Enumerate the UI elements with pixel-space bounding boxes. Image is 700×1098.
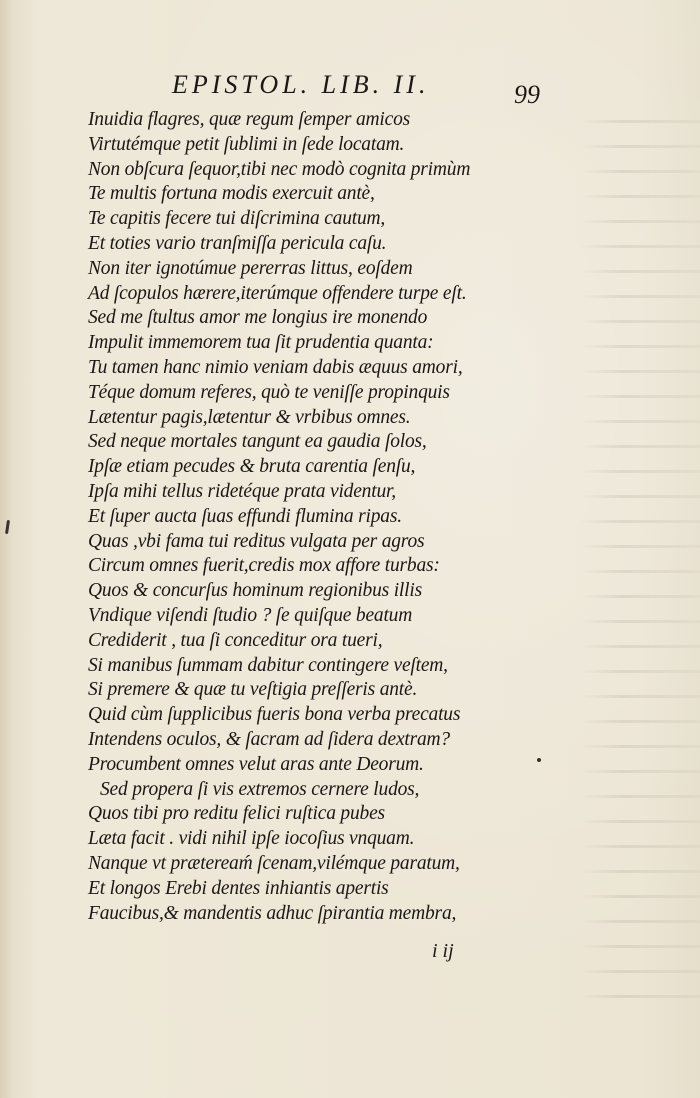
verse-line-3: Non obſcura ſequor,tibi nec modò cognita primùm — [88, 158, 471, 180]
verse-line-2: Virtutémque petit ſublimi in ſede locatam. — [88, 133, 405, 155]
verse-line-5: Te capitis fecere tui diſcrimina cautum, — [88, 208, 386, 230]
verse-line-23: Si manibus ſummam dabitur contingere veſtem, — [88, 654, 448, 676]
verse-line-33: Faucibus,& mandentis adhuc ſpirantia membra, — [88, 902, 457, 924]
verse-line-14: Sed neque mortales tangunt ea gaudia ſolos, — [88, 431, 427, 453]
verse-line-25: Quid cùm ſupplicibus fueris bona verba precatus — [88, 704, 461, 726]
page-number: 99 — [514, 80, 540, 109]
verse-line-22: Crediderit , tua ſi conceditur ora tueri, — [88, 629, 383, 651]
ink-spot — [537, 758, 541, 762]
verse-line-13: Lætentur pagis,lætentur & vrbibus omnes. — [88, 406, 411, 428]
verse-line-9: Sed me ſtultus amor me longius ire monendo — [88, 307, 428, 329]
running-head: EPISTOL. LIB. II. — [172, 70, 430, 99]
verse-line-32: Et longos Erebi dentes inhiantis apertis — [88, 877, 389, 899]
show-through-text — [580, 120, 700, 1020]
verse-line-12: Téque domum referes, quò te veniſſe propinquis — [88, 381, 450, 403]
verse-line-20: Quos & concurſus hominum regionibus illis — [88, 580, 422, 602]
verse-line-10: Impulit immemorem tua ſit prudentia quanta: — [88, 332, 434, 354]
verse-line-15: Ipſæ etiam pecudes & bruta carentia ſenſu, — [88, 456, 416, 478]
verse-line-16: Ipſa mihi tellus ridetéque prata videntur, — [88, 480, 396, 502]
verse-line-29: Quos tibi pro reditu felici ruſtica pubes — [88, 803, 385, 825]
verse-line-21: Vndique viſendi ſtudio ? ſe quiſque beatum — [88, 604, 413, 626]
signature-mark: i ij — [432, 940, 454, 962]
verse-line-4: Te multis fortuna modis exercuit antè, — [88, 183, 375, 205]
verse-line-6: Et toties vario tranſmiſſa pericula caſu. — [88, 232, 387, 254]
verse-line-27: Procumbent omnes velut aras ante Deorum. — [88, 753, 424, 775]
ink-blemish — [5, 520, 10, 534]
verse-line-1: Inuidia flagres, quæ regum ſemper amicos — [88, 109, 411, 130]
verse-line-7: Non iter ignotúmue pererras littus, eoſdem — [88, 257, 413, 279]
verse-line-8: Ad ſcopulos hærere,iterúmque offendere turpe eſt. — [88, 282, 467, 304]
verse-line-30: Læta facit . vidi nihil ipſe iocoſius vnquam. — [88, 828, 415, 850]
verse-block — [88, 108, 518, 926]
verse-line-17: Et ſuper aucta ſuas effundi flumina ripas. — [88, 505, 402, 527]
verse-line-28: Sed propera ſi vis extremos cernere ludos, — [100, 778, 420, 800]
verse-line-11: Tu tamen hanc nimio veniam dabis æquus amori, — [88, 356, 463, 378]
verse-line-26: Intendens oculos, & ſacram ad ſidera dextram? — [88, 728, 450, 750]
verse-line-19: Circum omnes fuerit,credis mox affore turbas: — [88, 555, 440, 577]
verse-line-24: Si premere & quæ tu veſtigia preſſeris antè. — [88, 679, 418, 701]
verse-line-31: Nanque vt prætereaḿ ſcenam,vilémque paratum, — [88, 852, 460, 874]
verse-line-18: Quas ,vbi fama tui reditus vulgata per agros — [88, 530, 425, 552]
